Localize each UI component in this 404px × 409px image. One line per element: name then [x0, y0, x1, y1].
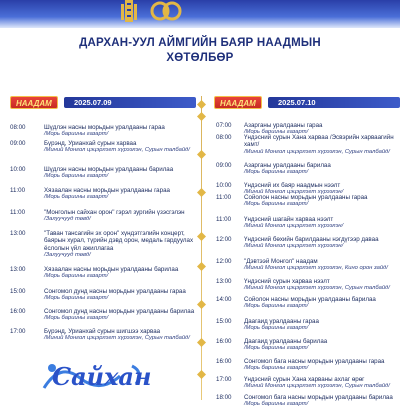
event-title: Бүрэнд, Урианхай сурын харваа — [44, 140, 137, 147]
event-title: "Таван тансагийн эх орон" хүндэтгэлийн концерт, баярын хурал, түрийн дэвд орон, медаль гардуулах ёслолын үйл ажиллагаа — [44, 230, 194, 252]
event-title: Азарганы уралдааны барилаа — [244, 162, 331, 169]
event-text — [44, 328, 198, 343]
event-text — [244, 358, 400, 373]
event-time: 11:00 — [216, 194, 232, 201]
event-title: Шүдлэн насны морьдын уралдааны гараа — [44, 124, 165, 131]
event-text — [244, 376, 400, 391]
event-time: 16:00 — [10, 308, 26, 315]
event-text — [244, 258, 400, 273]
event-location: /Миний Монгол цэцэрлэгт хүрээлэн/ — [244, 223, 344, 230]
event-text — [244, 318, 400, 333]
event-title: "Дэвтээй Монгол" наадам — [244, 258, 318, 265]
divider-ornament-icon — [197, 232, 206, 241]
event-title: Азарганы уралдааны гараа — [244, 122, 323, 129]
day-date-2: 2025.07.10 — [268, 97, 400, 108]
event-text — [244, 338, 400, 353]
event-location: /Морь бариины газарт/ — [44, 315, 109, 322]
event-location: /Морь бариины газарт/ — [244, 401, 309, 408]
event-location: /Залуучууд төвд/ — [44, 216, 91, 223]
event-location: /Залуучууд төвд/ — [44, 252, 91, 259]
event-time: 09:00 — [216, 162, 232, 169]
event-location: /Миний Монгол цэцэрлэгт хүрээлэн, Кино орон зайд/ — [244, 265, 388, 272]
event-time: 11:00 — [216, 216, 232, 223]
event-time: 07:00 — [216, 122, 232, 129]
day-date-1: 2025.07.09 — [64, 97, 196, 108]
event-text — [244, 216, 400, 231]
event-location: /Морь бариины газарт/ — [244, 201, 309, 208]
event-time: 17:00 — [216, 376, 232, 383]
divider-ornament-icon — [197, 262, 206, 271]
event-time: 10:00 — [10, 166, 26, 173]
divider-ornament-icon — [197, 188, 206, 197]
event-time: 13:00 — [10, 230, 26, 237]
event-title: Үндэсний шагайн харваа нээлт — [244, 216, 334, 223]
event-title: Хязаалан насны морьдын уралдааны гараа — [44, 187, 170, 194]
event-text — [244, 194, 400, 209]
event-time: 12:00 — [216, 236, 232, 243]
event-text — [44, 308, 198, 323]
event-location: /Миний Монгол цэцэрлэгт хүрээлэн, Сурын талбайд/ — [44, 335, 190, 342]
event-time: 08:00 — [216, 134, 232, 141]
event-title: Үндэсний бөхийн барилдааны нэгдүгээр даваа — [244, 236, 379, 243]
title-line-1: ДАРХАН-УУЛ АЙМГИЙН БАЯР НААДМЫН — [79, 37, 321, 49]
event-location: /Миний Монгол цэцэрлэгт хүрээлэн, Сурын талбайд/ — [244, 383, 390, 390]
event-location: /Морь бариины газарт/ — [244, 169, 309, 176]
event-text — [44, 230, 198, 260]
event-title: Даагаид уралдааны гараа — [244, 318, 319, 325]
event-text — [44, 124, 198, 139]
event-location: /Морь бариины газарт/ — [244, 129, 309, 136]
event-time: 09:00 — [10, 140, 26, 147]
event-location: /Морь бариины газарт/ — [44, 295, 109, 302]
event-time: 10:00 — [216, 182, 232, 189]
event-text — [44, 187, 198, 202]
event-time: 14:00 — [216, 296, 232, 303]
day-column-2 — [214, 94, 404, 408]
festival-logo-text: Сайхан — [52, 362, 152, 391]
event-time: 18:00 — [216, 394, 232, 401]
event-text — [244, 162, 400, 177]
event-text — [44, 166, 198, 181]
divider-ornament-icon — [197, 300, 206, 309]
event-location: /Морь бариины газарт/ — [44, 173, 109, 180]
ornament-emblem-icon — [148, 0, 184, 24]
event-time: 11:00 — [10, 187, 26, 194]
day-header-2 — [214, 94, 404, 112]
event-title: Даагаид уралдааны барилаа — [244, 338, 328, 345]
event-location: /Миний Монгол цэцэрлэгт хүрээлэн, Сурын талбайд/ — [44, 147, 190, 154]
event-location: /Морь бариины газарт/ — [244, 365, 309, 372]
naadam-badge: НААДАМ — [10, 96, 58, 109]
divider-ornament-icon — [197, 112, 206, 121]
divider-ornament-icon — [197, 338, 206, 347]
event-title: Сойолон насны морьдын уралдааны барилаа — [244, 296, 376, 303]
event-title: "Монголын сайхан орон" гэрэл зургийн үзэсгэлэн — [44, 209, 185, 216]
event-title: Сойолон насны морьдын уралдааны гараа — [244, 194, 368, 201]
divider-ornament-icon — [197, 150, 206, 159]
page-title — [0, 36, 400, 66]
day-header-1 — [10, 94, 200, 112]
event-location: /Морь бариины газарт/ — [244, 303, 309, 310]
divider-ornament-icon — [197, 100, 206, 109]
event-location: /Морь бариины газарт/ — [244, 325, 309, 332]
event-text — [244, 296, 400, 311]
event-time: 15:00 — [10, 288, 26, 295]
event-title: Сонгомол дунд насны морьдын уралдааны барилаа — [44, 308, 195, 315]
event-time: 13:00 — [216, 278, 232, 285]
event-title: Үндэсний сурын харваа нээлт — [244, 278, 330, 285]
event-location: /Миний Монгол цэцэрлэгт хүрээлэн, Сурын талбайд/ — [244, 285, 390, 292]
column-divider — [201, 96, 202, 400]
soyombo-emblem-icon — [116, 0, 142, 24]
event-text — [44, 140, 198, 155]
event-time: 12:00 — [216, 258, 232, 265]
event-title: Хязаалан насны морьдын уралдааны барилаа — [44, 266, 179, 273]
event-location: /Морь бариины газарт/ — [44, 273, 109, 280]
event-location: /Миний Монгол цэцэрлэгт хүрээлэн/ — [244, 243, 344, 250]
event-text — [244, 134, 400, 156]
event-time: 16:00 — [216, 338, 232, 345]
event-location: /Миний Монгол цэцэрлэгт хүрээлэн/ — [244, 189, 344, 196]
event-title: Үндэсний сурын Хана харваа /Эсвэрийн харваагийн хамт/ — [244, 134, 394, 149]
event-text — [244, 278, 400, 293]
day-column-1 — [10, 94, 200, 342]
event-location: /Морь бариины газарт/ — [244, 345, 309, 352]
event-time: 17:00 — [10, 328, 26, 335]
title-line-2: ХӨТӨЛБӨР — [166, 52, 234, 64]
event-title: Сонгомол бага насны морьдын уралдааны гараа — [244, 358, 385, 365]
event-location: /Миний Монгол цэцэрлэгт хүрээлэн, Сурын талбайд/ — [244, 148, 390, 155]
event-title: Сонгомол дунд насны морьдын уралдааны гараа — [44, 288, 186, 295]
event-location: /Морь бариины газарт/ — [44, 194, 109, 201]
event-time: 16:00 — [216, 358, 232, 365]
event-time: 15:00 — [216, 318, 232, 325]
event-location: /Морь бариины газарт/ — [44, 131, 109, 138]
header-band — [0, 0, 400, 28]
event-text — [44, 266, 198, 281]
event-time: 13:00 — [10, 266, 26, 273]
event-text — [244, 236, 400, 251]
event-title: Үндэсний их баяр наадмын нээлт — [244, 182, 341, 189]
event-title: Сонгомол бага насны морьдын уралдааны барилаа — [244, 394, 393, 401]
event-time: 08:00 — [10, 124, 26, 131]
event-title: Үндэсний сурын Хана харваны ахлаг өрөг — [244, 376, 365, 383]
divider-ornament-icon — [197, 370, 206, 379]
naadam-badge: НААДАМ — [214, 96, 262, 109]
event-title: Бүрэнд, Урианхай сурын шигшээ харваа — [44, 328, 161, 335]
event-text — [244, 394, 400, 409]
event-time: 11:00 — [10, 209, 26, 216]
event-title: Шүдлэн насны морьдын уралдааны барилаа — [44, 166, 174, 173]
event-text — [44, 209, 198, 224]
event-text — [44, 288, 198, 303]
